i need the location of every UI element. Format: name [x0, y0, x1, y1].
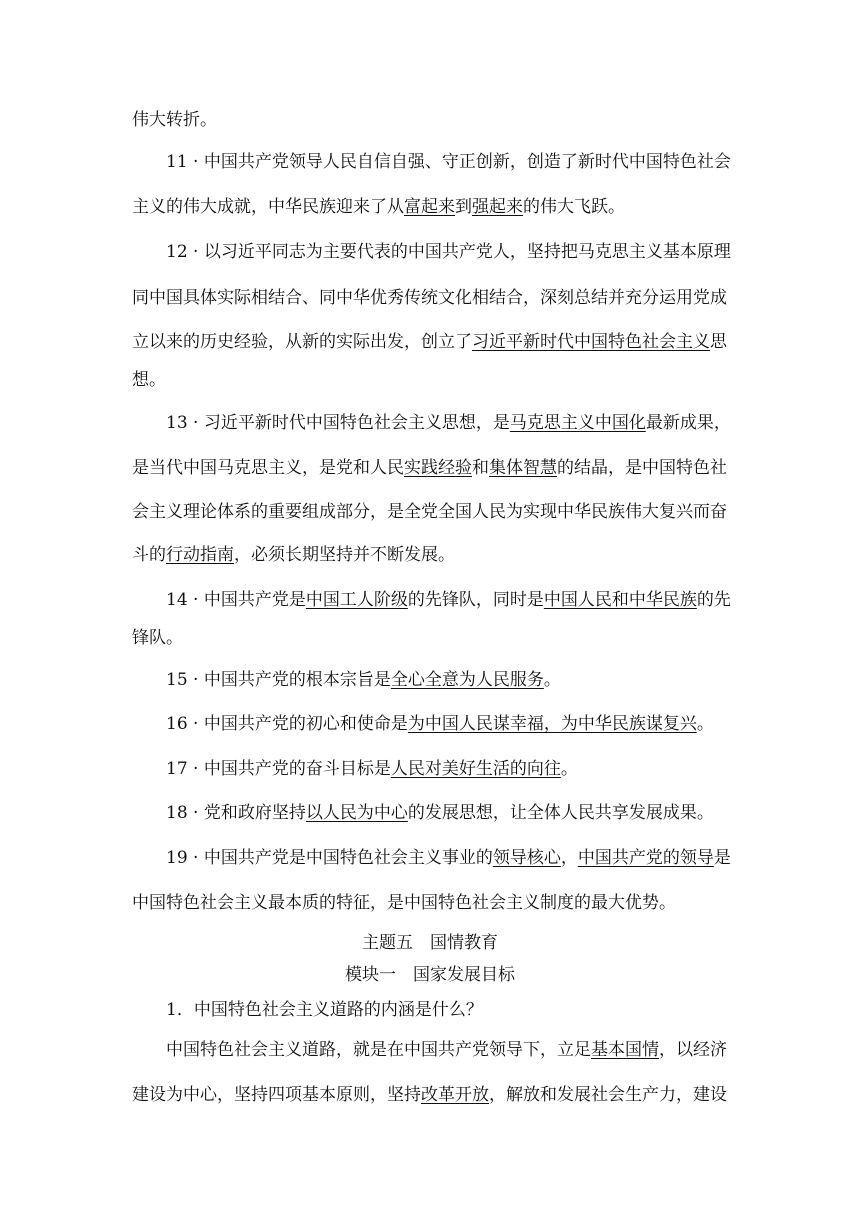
item-12-line-3: 立以来的历史经验，从新的实际出发，创立了习近平新时代中国特色社会主义思 [132, 332, 727, 352]
blank-answer: 以人民为中心 [305, 803, 408, 823]
item-12-line-1: 12 · 以习近平同志为主要代表的中国共产党人，坚持把马克思主义基本原理 [166, 242, 731, 262]
blank-answer: 强起来 [472, 197, 523, 217]
answer-1-line-2: 建设为中心，坚持四项基本原则，坚持改革开放，解放和发展社会生产力，建设 [132, 1085, 727, 1105]
item-18: 18 · 党和政府坚持以人民为中心的发展思想，让全体人民共享发展成果。 [166, 803, 714, 823]
item-14-line-2: 锋队。 [132, 628, 183, 648]
item-13-line-2: 是当代中国马克思主义，是党和人民实践经验和集体智慧的结晶，是中国特色社 [132, 458, 727, 478]
blank-answer: 中国工人阶级 [305, 590, 408, 610]
blank-answer: 人民对美好生活的向往 [390, 759, 561, 779]
blank-answer: 马克思主义中国化 [509, 413, 646, 433]
item-13-line-4: 斗的行动指南，必须长期坚持并不断发展。 [132, 545, 455, 565]
paragraph-10-end: 伟大转折。 [132, 110, 217, 130]
item-19-line-1: 19 · 中国共产党是中国特色社会主义事业的领导核心，中国共产党的领导是 [166, 848, 731, 868]
item-12-line-2: 同中国具体实际相结合、同中华优秀传统文化相结合，深刻总结并充分运用党成 [132, 288, 727, 308]
item-13-line-1: 13 · 习近平新时代中国特色社会主义思想，是马克思主义中国化最新成果， [166, 413, 731, 433]
section-heading: 主题五 国情教育 [362, 933, 498, 953]
answer-1-line-1: 中国特色社会主义道路，就是在中国共产党领导下，立足基本国情，以经济 [166, 1040, 727, 1060]
blank-answer: 集体智慧 [489, 458, 557, 478]
blank-answer: 中国共产党的领导 [577, 848, 714, 868]
question-1: 1．中国特色社会主义道路的内涵是什么？ [166, 1000, 483, 1020]
blank-answer: 领导核心 [492, 848, 561, 868]
blank-answer: 改革开放 [421, 1085, 489, 1105]
blank-answer: 习近平新时代中国特色社会主义 [472, 332, 710, 352]
blank-answer: 中国人民和中华民族 [543, 590, 697, 610]
item-12-line-4: 想。 [132, 370, 166, 390]
blank-answer: 行动指南 [166, 545, 234, 565]
blank-answer: 基本国情 [591, 1040, 659, 1060]
module-heading: 模块一 国家发展目标 [345, 965, 515, 985]
item-16: 16 · 中国共产党的初心和使命是为中国人民谋幸福，为中华民族谋复兴。 [166, 714, 714, 734]
blank-answer: 富起来 [404, 197, 455, 217]
item-19-line-2: 中国特色社会主义最本质的特征，是中国特色社会主义制度的最大优势。 [132, 893, 676, 913]
blank-answer: 实践经验 [404, 458, 472, 478]
item-17: 17 · 中国共产党的奋斗目标是人民对美好生活的向往。 [166, 759, 578, 779]
item-15: 15 · 中国共产党的根本宗旨是全心全意为人民服务。 [166, 670, 561, 690]
blank-answer: 为中国人民谋幸福，为中华民族谋复兴 [407, 714, 697, 734]
item-11-line-2: 主义的伟大成就，中华民族迎来了从富起来到强起来的伟大飞跃。 [132, 197, 625, 217]
item-14-line-1: 14 · 中国共产党是中国工人阶级的先锋队，同时是中国人民和中华民族的先 [166, 590, 731, 610]
blank-answer: 全心全意为人民服务 [390, 670, 544, 690]
item-11-line-1: 11 · 中国共产党领导人民自信自强、守正创新，创造了新时代中国特色社会 [166, 152, 731, 172]
item-13-line-3: 会主义理论体系的重要组成部分，是全党全国人民为实现中华民族伟大复兴而奋 [132, 502, 727, 522]
